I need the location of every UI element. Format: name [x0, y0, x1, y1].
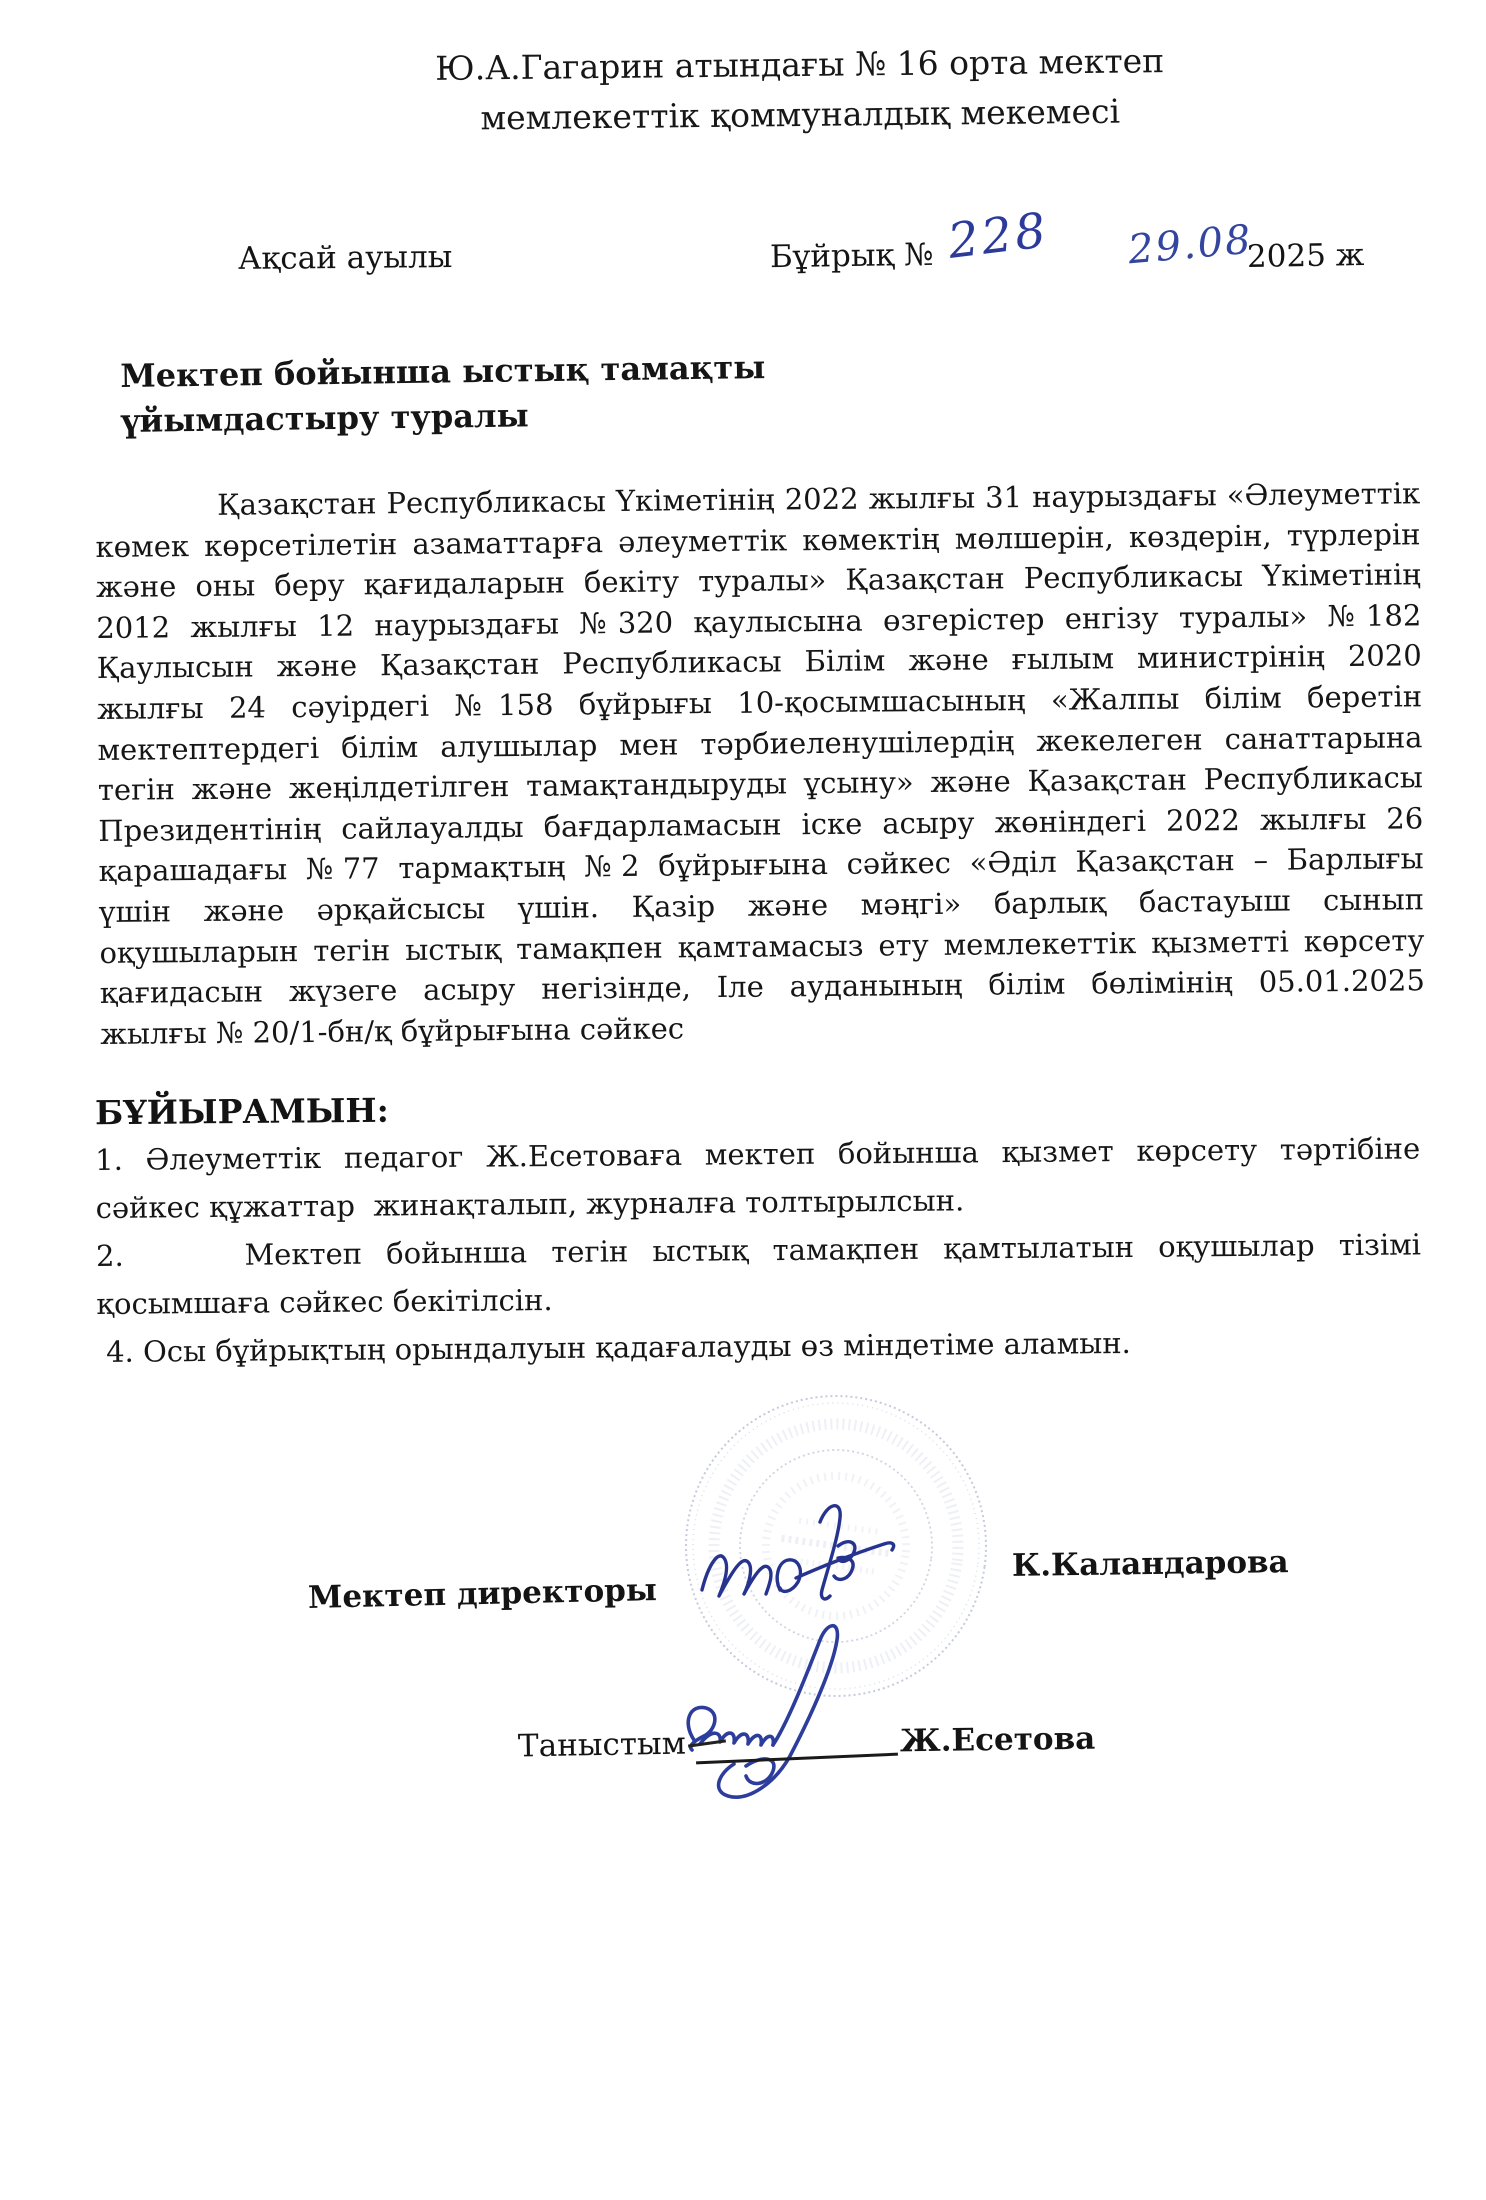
preamble-line: қағидасын жүзеге асыру негізінде, Іле ауданының білім бөлімінің 05.01.2025 [99, 963, 1425, 1011]
subject-line1: Мектеп бойынша ыстық тамақты [120, 347, 766, 395]
subject-heading [120, 343, 921, 444]
acknowledged-signature [648, 1610, 913, 1815]
preamble-line: Президентінің сайлауалды бағдарламасын іске асыру жөніндегі 2022 жылғы 26 [98, 801, 1424, 848]
director-label: Мектеп директоры [307, 1572, 658, 1616]
order-date-year: 2025 ж [1246, 236, 1365, 276]
subject-line2: үйымдастыру туралы [120, 396, 529, 440]
org-header-line2: мемлекеттік қоммуналдық мекемесі [480, 91, 1121, 138]
preamble-line: мектептердегі білім алушылар мен тәрбиеленушілердің жекелеген санаттарына [97, 719, 1423, 767]
preamble-line: 2012 жылғы 12 наурыздағы №320 қаулысына өзгерістер енгізу туралы» №182 [96, 598, 1422, 645]
preamble-line: қарашадағы №77 тармақтың №2 бұйрығына сәйкес «Әділ Қазақстан – Барлығы [98, 841, 1424, 889]
order-label: Бұйрық № [769, 236, 934, 276]
decree-item-line: сәйкес құжаттар жинақталып, журналға толтырылсын. [95, 1183, 965, 1225]
preamble-paragraph [95, 473, 1425, 1054]
preamble-line: көмек көрсетілетін азаматтарға әлеуметтік көмектің мөлшерін, көздерін, түрлерін [95, 516, 1421, 564]
preamble-line: тегін және жеңілдетілген тамақтандыруды ұсыну» және Қазақстан Республикасы [97, 760, 1424, 808]
acknowledged-name: Ж.Есетова [899, 1720, 1096, 1760]
acknowledged-label: Таныстым [517, 1725, 687, 1765]
decree-item-line: 4. Осы бұйрықтың орындалуын қадағалауды өз міндетіме аламын. [96, 1325, 1131, 1369]
issue-place: Ақсай ауылы [237, 239, 453, 277]
preamble-line: үшін және әрқайсысы үшін. Қазір және мәңгі» барлық бастауыш сынып [98, 882, 1425, 929]
preamble-line: Қазақстан Республикасы Үкіметінің 2022 жылғы 31 наурыздағы «Әлеуметтік [217, 476, 1421, 522]
preamble-line: оқушыларын тегін ыстық тамақпен қамтамасыз ету мемлекеттік қызметті көрсету [99, 922, 1425, 970]
decree-heading: БҰЙЫРАМЫН: [94, 1090, 389, 1133]
decree-item-line: қосымшаға сәйкес бекітілсін. [96, 1283, 553, 1321]
preamble-line: және оны беру қағидаларын бекіту туралы» Қазақстан Республикасы Үкіметінің [95, 557, 1422, 605]
decree-items [95, 1124, 1422, 1376]
org-header [419, 36, 1180, 144]
director-name: К.Каландарова [1011, 1544, 1289, 1584]
org-header-line1: Ю.А.Гагарин атындағы № 16 орта мектеп [435, 41, 1165, 88]
decree-item-line: 1. Әлеуметтік педагог Ж.Есетоваға мектеп бойынша қызмет көрсету тәртібіне [95, 1131, 1421, 1177]
decree-item-line: 2. Мектеп бойынша тегін ыстық тамақпен қамтылатын оқушылар тізімі [95, 1227, 1422, 1273]
preamble-line: жылғы 24 сәуірдегі №158 бұйрығы 10-қосымшасының «Жалпы білім беретін [96, 679, 1423, 726]
preamble-line: Қаулысын және Қазақстан Республикасы Білім және ғылым министрінің 2020 [96, 638, 1422, 686]
preamble-line: жылғы № 20/1-бн/қ бұйрығына сәйкес [100, 1011, 685, 1051]
order-date-handwritten: 29.08 [1126, 216, 1255, 274]
order-number-handwritten: 228 [944, 202, 1052, 270]
